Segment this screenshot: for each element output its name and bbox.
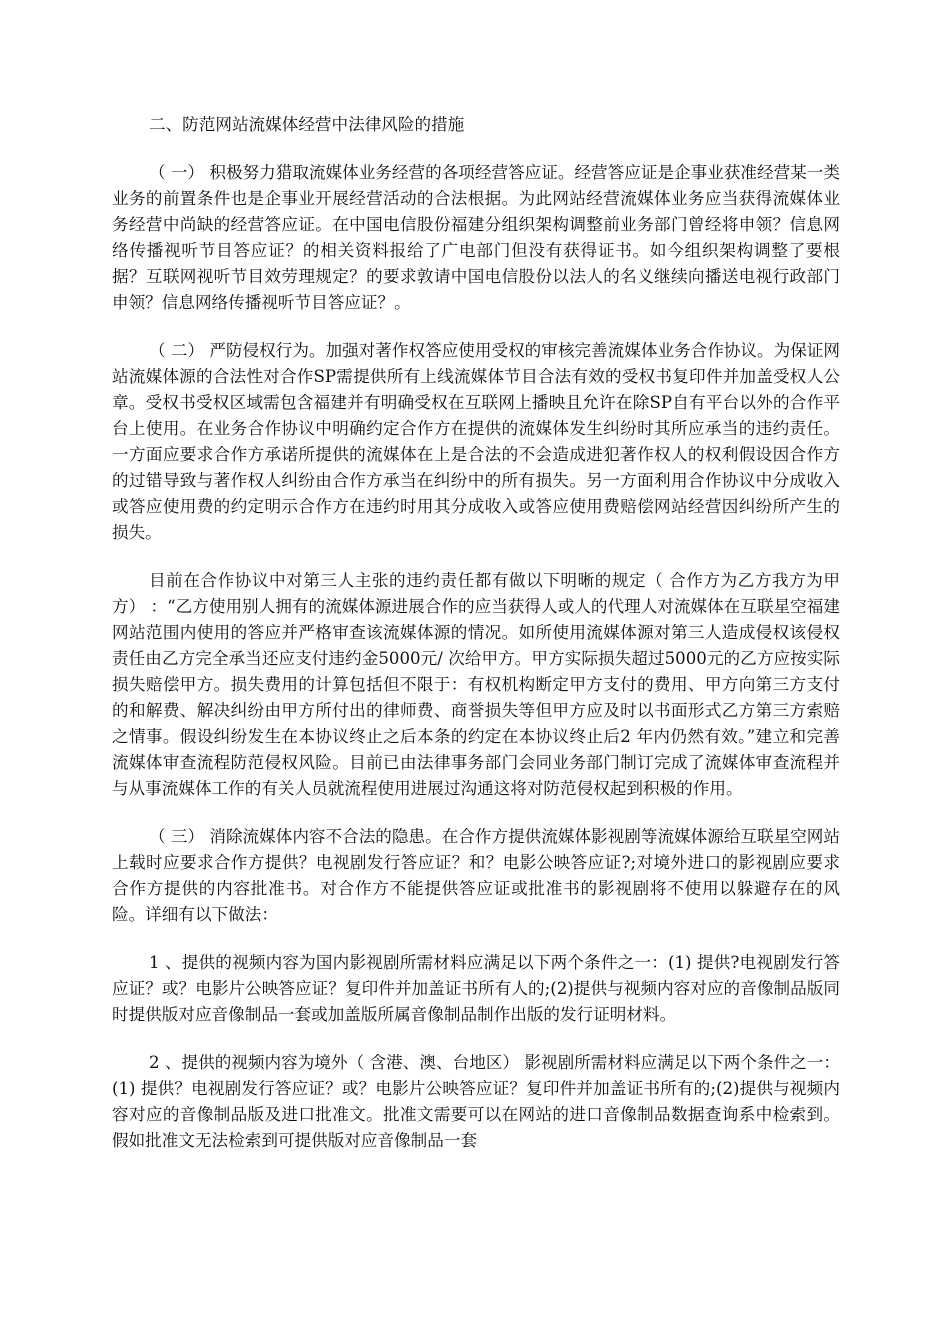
paragraph-contract-terms: 目前在合作协议中对第三人主张的违约责任都有做以下明晰的规定（ 合作方为乙方我方为甲方） ：“乙方使用别人拥有的流媒体源进展合作的应当获得人或人的代理人对流媒体在互联星空福建网站范围内使用的答应并严格审查该流媒体源的情况。如所使用流媒体源对第三人造成侵权该侵权责任由乙方完全承当还应支付违约金5000元/ 次给甲方。甲方实际损失超过5000元的乙方应按实际损失赔偿甲方。损失费用的计算包括但不限于：有权机构断定甲方支付的费用、甲方向第三方支付的和解费、解决纠纷由甲方所付出的律师费、商誉损失等但甲方应及时以书面形式乙方第三方索赔之情事。假设纠纷发生在本协议终止之后本条的约定在本协议终止后2 年内仍然有效。”建立和完善流媒体审查流程防范侵权风险。目前已由法律事务部门会同业务部门制订完成了流媒体审查流程并与从事流媒体工作的有关人员就流程使用进展过沟通这将对防范侵权起到积极的作用。 xyxy=(112,571,840,798)
paragraph-infringement: （ 二） 严防侵权行为。加强对著作权答应使用受权的审核完善流媒体业务合作协议。为保证网站流媒体源的合法性对合作SP需提供所有上线流媒体节目合法有效的受权书复印件并加盖受权人公章。受权书受权区域需包含福建并有明确受权在互联网上播映且允许在除SP自有平台以外的合作平台上使用。在业务合作协议中明确约定合作方在提供的流媒体发生纠纷时其所应承当的违约责任。一方面应要求合作方承诺所提供的流媒体在上是合法的不会造成进犯著作权人的权利假设因合作方的过错导致与著作权人纠纷由合作方承当在纠纷中的所有损失。另一方面利用合作协议中分成收入或答应使用费的约定明示合作方在违约时用其分成收入或答应使用费赔偿网站经营因纠纷所产生的损失。 xyxy=(112,341,840,542)
paragraph-domestic-requirements: 1 、提供的视频内容为国内影视剧所需材料应满足以下两个条件之一：(1) 提供?电视剧发行答应证？或？电影片公映答应证？复印件并加盖证书所有人的;(2)提供与视频内容对应的音像制品版同时提供版对应音像制品一套或加盖版所属音像制品制作出版的发行证明材料。 xyxy=(112,953,840,1024)
paragraph-content-legality: （ 三） 消除流媒体内容不合法的隐患。在合作方提供流媒体影视剧等流媒体源给互联星空网站上载时应要求合作方提供？电视剧发行答应证？和？电影公映答应证?;对境外进口的影视剧应要求合作方提供的内容批准书。对合作方不能提供答应证或批准书的影视剧将不使用以躲避存在的风险。详细有以下做法： xyxy=(112,827,840,924)
document-page xyxy=(112,112,840,1176)
paragraph-foreign-requirements: 2 、提供的视频内容为境外（ 含港、澳、台地区） 影视剧所需材料应满足以下两个条件之一：(1) 提供？电视剧发行答应证？或？电影片公映答应证？复印件并加盖证书所有的;(2)提供与视频内容对应的音像制品版及进口批准文。批准文需要可以在网站的进口音像制品数据查询系中检索到。假如批准文无法检索到可提供版对应音像制品一套 xyxy=(112,1053,840,1150)
section-heading: 二、防范网站流媒体经营中法律风险的措施 xyxy=(149,115,465,134)
paragraph-licensing: （ 一） 积极努力猎取流媒体业务经营的各项经营答应证。经营答应证是企事业获准经营某一类业务的前置条件也是企事业开展经营活动的合法根据。为此网站经营流媒体业务应当获得流媒体业务经营中尚缺的经营答应证。在中国电信股份福建分组织架构调整前业务部门曾经将申领？信息网络传播视听节目答应证？的相关资料报给了广电部门但没有获得证书。如今组织架构调整了要根据？互联网视听节目效劳理规定？的要求敦请中国电信股份以法人的名义继续向播送电视行政部门申领？信息网络传播视听节目答应证？。 xyxy=(112,163,840,312)
